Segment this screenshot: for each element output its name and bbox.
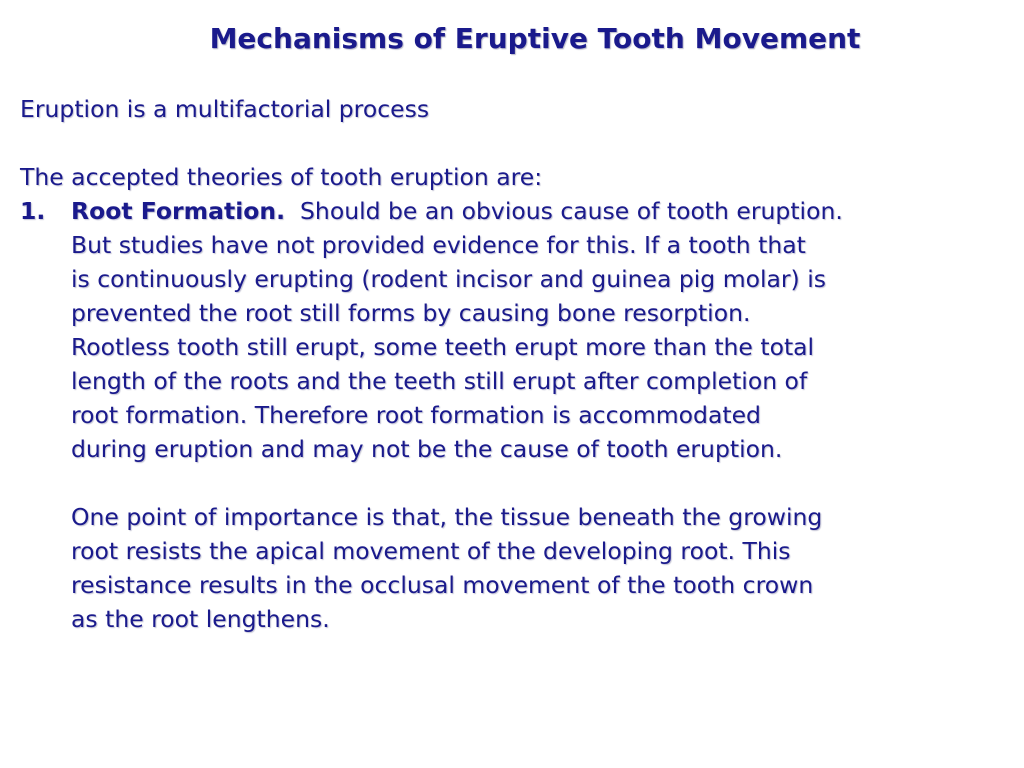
slide-title: Mechanisms of Eruptive Tooth Movement xyxy=(209,22,861,55)
text-line: Rootless tooth still erupt, some teeth erupt more than the total xyxy=(71,333,815,361)
list-item-first-line-rest: Should be an obvious cause of tooth eruption. xyxy=(285,197,843,225)
list-item-heading: Root Formation. xyxy=(71,197,286,225)
spacer xyxy=(71,466,1020,500)
theories-heading: The accepted theories of tooth eruption are: xyxy=(20,163,543,191)
text-line: prevented the root still forms by causing bone resorption. xyxy=(71,299,751,327)
text-line: But studies have not provided evidence for this. If a tooth that xyxy=(71,231,806,259)
text-line: root resists the apical movement of the developing root. This xyxy=(71,537,791,565)
text-line: during eruption and may not be the cause of tooth eruption. xyxy=(71,435,783,463)
list-item-first-line xyxy=(71,194,1020,228)
spacer xyxy=(20,126,1020,160)
text-line: resistance results in the occlusal movement of the tooth crown xyxy=(71,571,814,599)
list-item-root-formation xyxy=(20,194,1020,636)
intro-text: Eruption is a multifactorial process xyxy=(20,95,430,123)
text-line: One point of importance is that, the tissue beneath the growing xyxy=(71,503,823,531)
text-line: as the root lengthens. xyxy=(71,605,330,633)
text-line: root formation. Therefore root formation is accommodated xyxy=(71,401,761,429)
text-line: length of the roots and the teeth still erupt after completion of xyxy=(71,367,808,395)
text-line: is continuously erupting (rodent incisor and guinea pig molar) is xyxy=(71,265,826,293)
slide-body xyxy=(20,92,1020,636)
list-item-text xyxy=(71,194,1020,636)
list-number: 1. xyxy=(20,197,46,225)
